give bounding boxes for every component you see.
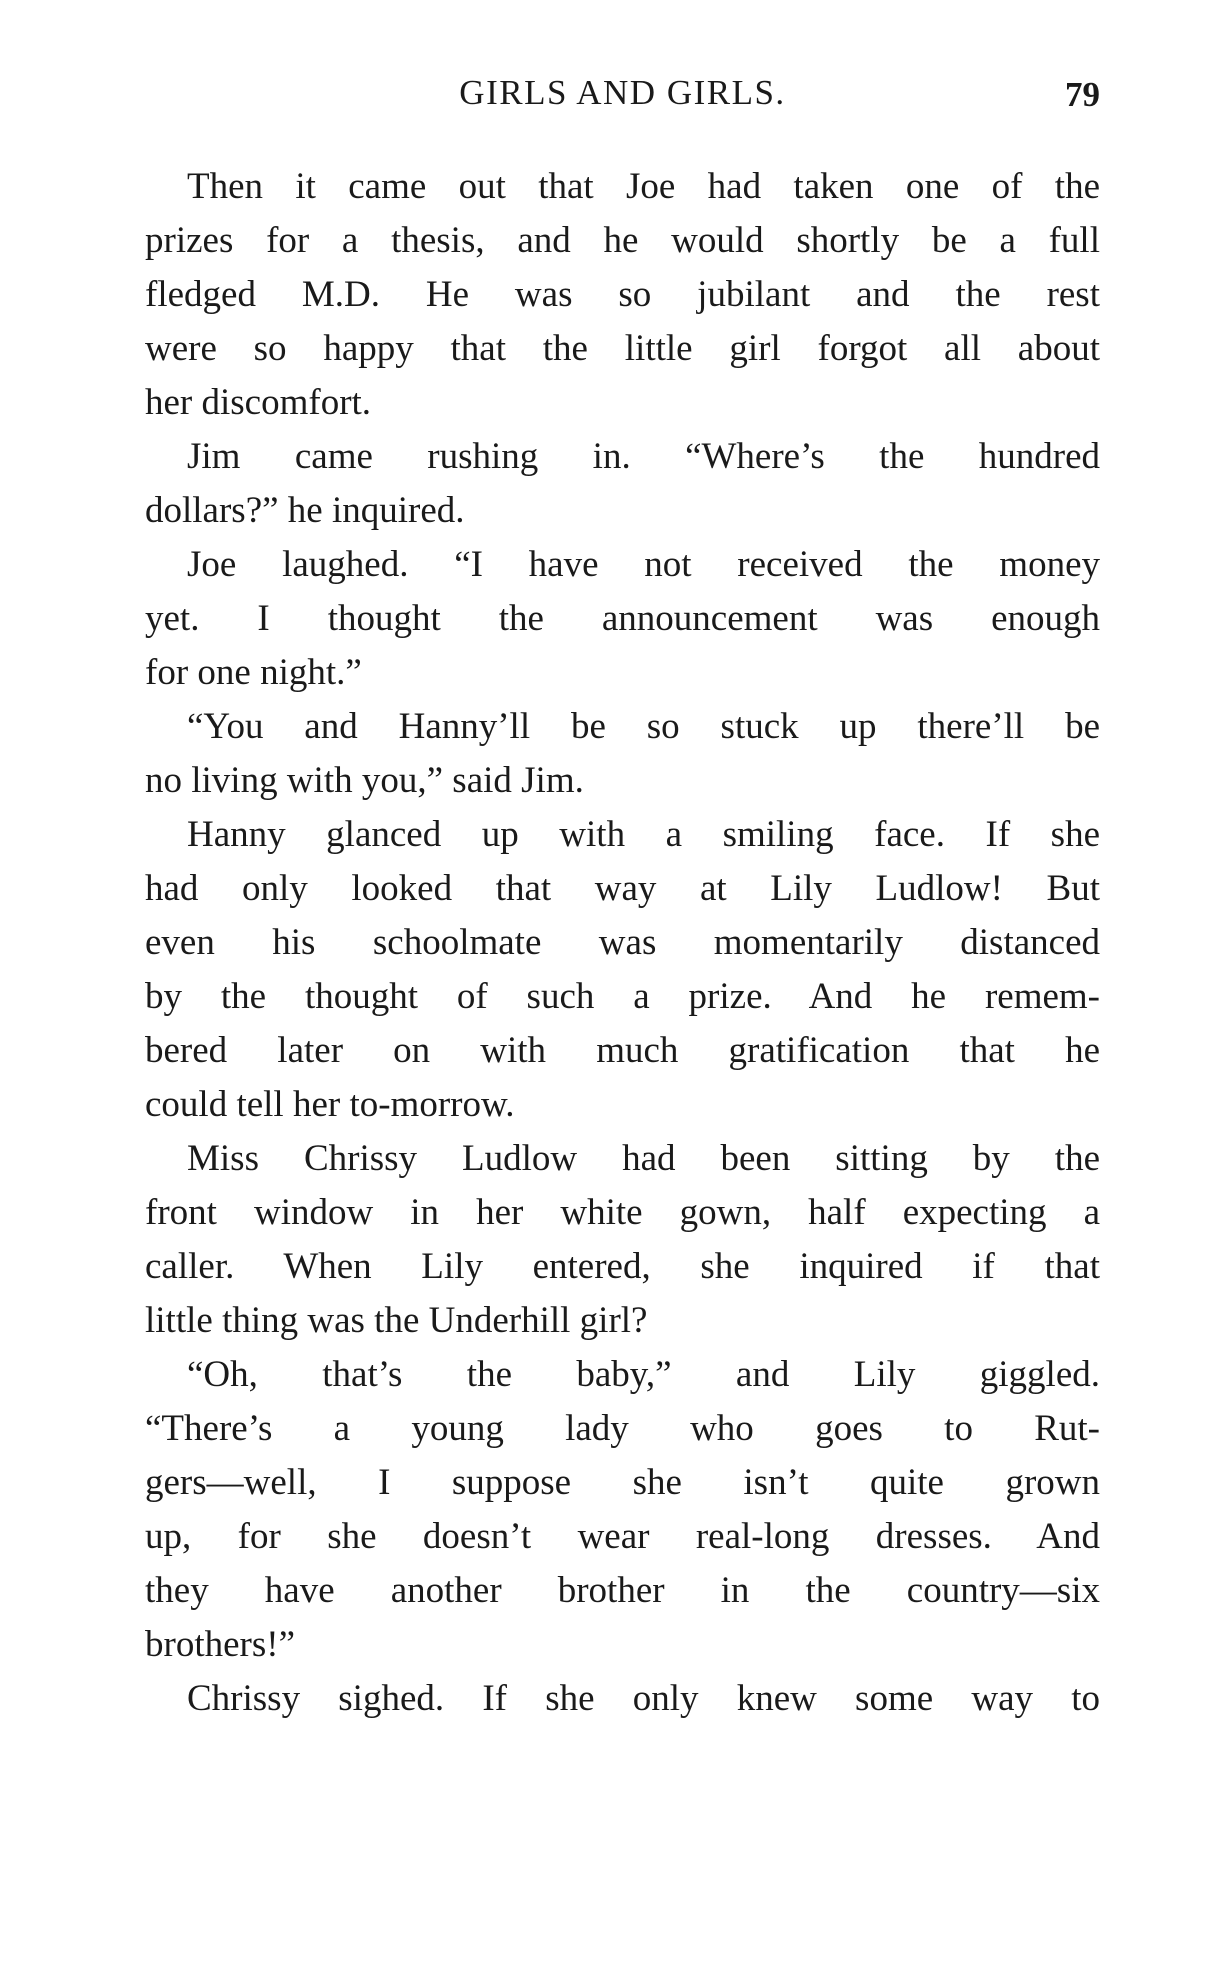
text-line: Hanny glanced up with a smiling face. If she [187,814,1100,855]
text-line: “You and Hanny’ll be so stuck up there’ll be [187,706,1100,747]
paragraph [145,1132,1100,1348]
paragraph [145,1672,1100,1726]
paragraph [145,700,1100,808]
text-line: by the thought of such a prize. And he remem- [145,976,1100,1017]
page-number: 79 [1065,75,1100,114]
text-line: caller. When Lily entered, she inquired if that [145,1246,1100,1287]
text-line: fledged M.D. He was so jubilant and the rest [145,274,1100,315]
text-line: front window in her white gown, half expecting a [145,1192,1100,1233]
paragraph [145,430,1100,538]
text-line: Then it came out that Joe had taken one of the [187,166,1100,207]
paragraph [145,1348,1100,1672]
text-line: no living with you,” said Jim. [145,760,584,801]
text-line: for one night.” [145,652,362,693]
text-line: had only looked that way at Lily Ludlow! But [145,868,1100,909]
text-line: were so happy that the little girl forgot all about [145,328,1100,369]
running-head [145,68,1100,118]
text-line: brothers!” [145,1624,295,1665]
text-line: dollars?” he inquired. [145,490,465,531]
text-line: up, for she doesn’t wear real-long dresses. And [145,1516,1100,1557]
text-line: they have another brother in the country—six [145,1570,1100,1611]
text-line: Joe laughed. “I have not received the money [187,544,1100,585]
text-line: Chrissy sighed. If she only knew some way to [187,1678,1100,1719]
body-text [145,160,1100,1726]
text-line: little thing was the Underhill girl? [145,1300,648,1341]
text-line: her discomfort. [145,382,372,423]
paragraph [145,160,1100,430]
running-title: GIRLS AND GIRLS. [459,73,786,112]
text-line: “Oh, that’s the baby,” and Lily giggled. [187,1354,1100,1395]
text-line: “There’s a young lady who goes to Rut- [145,1408,1100,1449]
text-line: gers—well, I suppose she isn’t quite grown [145,1462,1100,1503]
text-line: bered later on with much gratification that he [145,1030,1100,1071]
text-line: prizes for a thesis, and he would shortly be a full [145,220,1100,261]
text-line: yet. I thought the announcement was enough [145,598,1100,639]
text-line: Jim came rushing in. “Where’s the hundred [187,436,1100,477]
text-line: could tell her to-morrow. [145,1084,515,1125]
text-line: Miss Chrissy Ludlow had been sitting by the [187,1138,1100,1179]
paragraph [145,538,1100,700]
paragraph [145,808,1100,1132]
text-line: even his schoolmate was momentarily distanced [145,922,1100,963]
